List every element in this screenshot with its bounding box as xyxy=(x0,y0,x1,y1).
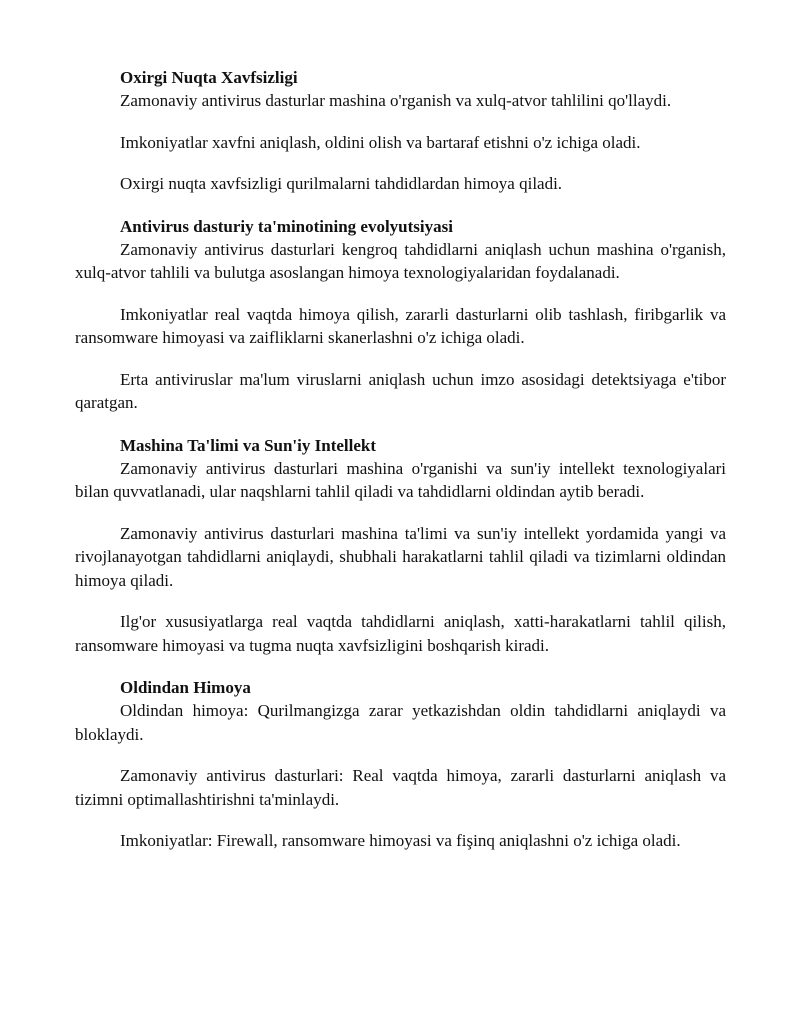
paragraph: Oxirgi nuqta xavfsizligi qurilmalarni tahdidlardan himoya qiladi. xyxy=(120,174,563,193)
paragraph: Erta antiviruslar ma'lum viruslarni aniqlash uchun imzo asosidagi detektsiyaga e'tibor qaratgan. xyxy=(75,369,726,412)
paragraph: Zamonaviy antivirus dasturlari: Real vaqtda himoya, zararli dasturlarni aniqlash va tizimni optimallashtirishni ta'minlaydi. xyxy=(75,766,726,809)
paragraph: Oldindan himoya: Qurilmangizga zarar yetkazishdan oldin tahdidlarni aniqlaydi va bloklaydi. xyxy=(75,701,726,744)
paragraph: Ilg'or xususiyatlarga real vaqtda tahdidlarni aniqlash, xatti-harakatlarni tahlil qilish, ransomware himoyasi va tugma nuqta xavfsizligini boshqarish kiradi. xyxy=(75,612,726,655)
section-heading: Oldindan Himoya xyxy=(120,678,251,697)
paragraph: Imkoniyatlar xavfni aniqlash, oldini olish va bartaraf etishni o'z ichiga oladi. xyxy=(120,132,641,152)
paragraph: Imkoniyatlar: Firewall, ransomware himoyasi va fişinq aniqlashni o'z ichiga oladi. xyxy=(120,831,681,850)
document-page xyxy=(75,66,726,872)
paragraph: Zamonaviy antivirus dasturlar mashina o'rganish va xulq-atvor tahlilini qo'llaydi. xyxy=(120,91,672,110)
section-antivirus-evolution xyxy=(75,215,726,415)
paragraph: Zamonaviy antivirus dasturlari mashina o'rganishi va sun'iy intellekt texnologiyalari bilan quvvatlanadi, ular naqshlarni tahlil qiladi va tahdidlarni oldindan aytib beradi. xyxy=(75,458,726,501)
paragraph: Imkoniyatlar real vaqtda himoya qilish, zararli dasturlarni olib tashlash, firibgarlik va ransomware himoyasi va zaifliklarni skanerlashni o'z ichiga oladi. xyxy=(75,304,726,347)
section-heading: Oxirgi Nuqta Xavfsizligi xyxy=(120,68,298,87)
paragraph: Zamonaviy antivirus dasturlari kengroq tahdidlarni aniqlash uchun mashina o'rganish, xulq-atvor tahlili va bulutga asoslangan himoya texnologiyalaridan foydalanadi. xyxy=(75,239,726,282)
section-endpoint-security xyxy=(75,66,726,196)
section-heading: Antivirus dasturiy ta'minotining evolyutsiyasi xyxy=(120,216,453,236)
section-machine-learning-ai xyxy=(75,434,726,658)
section-heading: Mashina Ta'limi va Sun'iy Intellekt xyxy=(120,435,377,455)
section-proactive-protection xyxy=(75,676,726,853)
paragraph: Zamonaviy antivirus dasturlari mashina ta'limi va sun'iy intellekt yordamida yangi va rivojlanayotgan tahdidlarni aniqlaydi, shubhali harakatlarni tahlil qiladi va tizimlarni oldindan himoya qiladi. xyxy=(75,523,726,590)
